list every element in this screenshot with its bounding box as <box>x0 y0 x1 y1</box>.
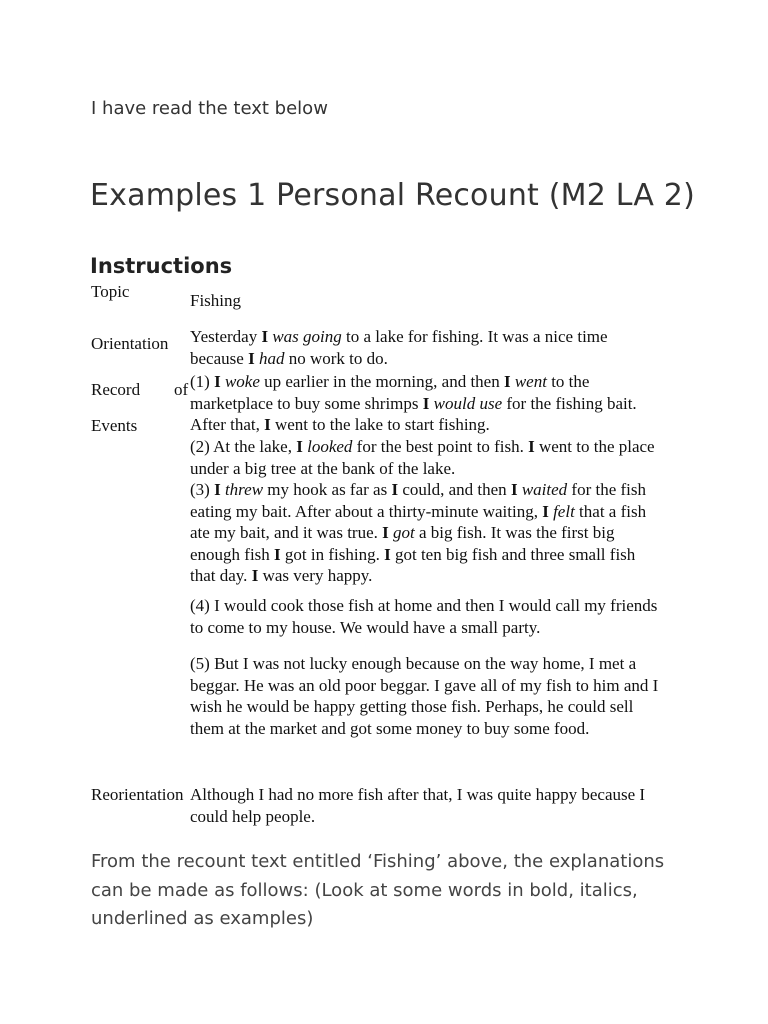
orientation-label: Orientation <box>91 334 169 353</box>
outro-text: From the recount text entitled ‘Fishing’ above, the explanations can be made as follows: (Look at some words in bold, italics, underlined as examples) <box>91 851 665 929</box>
bold-word: I <box>391 480 399 499</box>
bold-word: I <box>214 372 221 391</box>
text-run: got in fishing. <box>280 544 385 564</box>
event-paragraph <box>190 436 660 479</box>
text-run: (3) <box>190 480 215 499</box>
bold-word: I <box>528 437 535 456</box>
text-run: (2) At the lake, <box>190 437 297 456</box>
italic-verb: waited <box>517 480 568 499</box>
topic-label: Topic <box>91 282 130 301</box>
text-run: (1) <box>190 372 215 391</box>
bold-word: I <box>248 348 255 368</box>
text-run: my hook as far as <box>263 480 392 499</box>
text-run: Although I had no more fish after that, I was quite happy because I could help people. <box>190 785 646 826</box>
orientation-text <box>190 326 660 369</box>
bold-word: I <box>510 480 518 499</box>
text-run: up earlier in the morning, and then <box>259 372 504 391</box>
events-label: Events <box>91 416 138 435</box>
intro-text: I have read the text below <box>91 98 328 119</box>
italic-verb: felt <box>548 501 575 521</box>
bold-word: I <box>296 437 303 456</box>
bold-word: I <box>251 566 259 586</box>
text-run: a big fish. It was the first big enough fish <box>190 523 615 564</box>
text-run: for the fish eating my bait. After about a thirty-minute waiting, <box>190 480 646 521</box>
bold-word: I <box>274 544 281 564</box>
instructions-heading: Instructions <box>90 254 233 278</box>
bold-word: I <box>264 415 271 435</box>
text-run: for the best point to fish. <box>352 437 529 456</box>
event-paragraph <box>190 595 660 638</box>
text-run: Yesterday <box>190 327 262 346</box>
event-paragraph <box>190 479 660 587</box>
text-run: went to the place under a big tree at the bank of the lake. <box>190 437 655 478</box>
bold-word: I <box>542 501 549 521</box>
reorientation-text <box>190 784 670 827</box>
bold-word: I <box>261 327 269 346</box>
event-paragraph <box>190 371 660 436</box>
event-paragraph <box>190 653 660 739</box>
italic-verb: was going <box>268 327 342 346</box>
text-run: for the fishing bait. After that, <box>190 393 637 435</box>
bold-word: I <box>422 393 430 413</box>
bold-word: I <box>214 480 221 499</box>
text-run: could, and then <box>398 480 511 499</box>
of-label: of <box>174 380 189 399</box>
italic-verb: had <box>254 348 285 368</box>
page-title: Examples 1 Personal Recount (M2 LA 2) <box>90 178 695 213</box>
record-label: Record <box>91 380 141 399</box>
text-run: no work to do. <box>284 348 388 368</box>
reorientation-label: Reorientation <box>91 785 184 804</box>
text-run: to the marketplace to buy some shrimps <box>190 372 590 413</box>
italic-verb: got <box>388 523 415 543</box>
italic-verb: looked <box>302 437 353 456</box>
bold-word: I <box>503 372 511 391</box>
topic-value: Fishing <box>190 291 242 310</box>
text-run: was very happy. <box>258 566 373 586</box>
text-run: that a fish ate my bait, and it was true. <box>190 501 647 543</box>
text-run: got ten big fish and three small fish that day. <box>190 544 636 586</box>
text-run: (5) But I was not lucky enough because on the way home, I met a beggar. He was an old poor beggar. I gave all of my fish to him and I wish he would be happy getting those fish. Perhaps, he could sell them at the market and got some money to buy some food. <box>190 654 659 738</box>
text-run: (4) I would cook those fish at home and then I would call my friends to come to my house. We would have a small party. <box>190 596 658 637</box>
bold-word: I <box>382 523 389 543</box>
text-run: went to the lake to start fishing. <box>270 415 490 435</box>
text-run: to a lake for fishing. It was a nice time because <box>190 327 608 368</box>
bold-word: I <box>384 544 391 564</box>
italic-verb: would use <box>429 393 503 413</box>
italic-verb: went <box>510 372 547 391</box>
italic-verb: threw <box>220 480 264 499</box>
italic-verb: woke <box>220 372 260 391</box>
